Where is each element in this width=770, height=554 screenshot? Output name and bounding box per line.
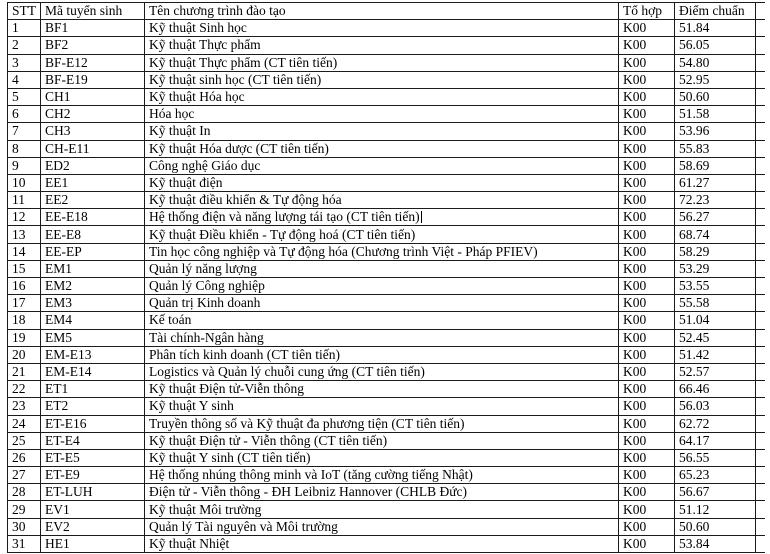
table-row [8,278,765,295]
cell-code: EM3 [41,295,145,312]
cell-group: K00 [619,363,675,380]
cell-program: Phân tích kinh doanh (CT tiên tiến) [145,346,619,363]
cell-code: ED2 [41,157,145,174]
cell-program: Quản lý năng lượng [145,260,619,277]
cell-code: CH2 [41,106,145,123]
cell-code: CH1 [41,88,145,105]
cell-score: 72.23 [675,192,756,209]
cell-program: Quản trị Kinh doanh [145,295,619,312]
cell-stt: 18 [8,312,41,329]
cell-program: Logistics và Quản lý chuỗi cung ứng (CT tiên tiến) [145,363,619,380]
cell-stt: 29 [8,501,41,518]
cell-program: Kỹ thuật In [145,123,619,140]
cell-group: K00 [619,209,675,226]
table-row [8,415,765,432]
cell-program: Công nghệ Giáo dục [145,157,619,174]
cell-code: EM1 [41,260,145,277]
table-row [8,381,765,398]
cell-sliver [756,243,765,260]
cell-sliver [756,123,765,140]
cell-code: EE-E8 [41,226,145,243]
cell-program: Truyền thông số và Kỹ thuật đa phương tiện (CT tiên tiến) [145,415,619,432]
cell-stt: 16 [8,278,41,295]
cell-program: Kỹ thuật Y sinh [145,398,619,415]
cell-score: 51.84 [675,20,756,37]
cell-score: 52.45 [675,329,756,346]
table-row [8,209,765,226]
cell-sliver [756,518,765,535]
cell-score: 58.29 [675,243,756,260]
cell-code: EM4 [41,312,145,329]
cell-group: K00 [619,54,675,71]
cell-group: K00 [619,398,675,415]
cell-group: K00 [619,329,675,346]
cell-score: 51.42 [675,346,756,363]
cell-stt: 9 [8,157,41,174]
cell-code: EV2 [41,518,145,535]
cell-sliver [756,312,765,329]
cell-score: 54.80 [675,54,756,71]
cell-score: 53.55 [675,278,756,295]
cell-code: ET-E4 [41,432,145,449]
cell-group: K00 [619,174,675,191]
cell-sliver [756,157,765,174]
cell-score: 56.05 [675,37,756,54]
header-sliver [756,3,765,20]
cell-group: K00 [619,467,675,484]
table-row [8,363,765,380]
cell-sliver [756,467,765,484]
cell-program: Tin học công nghiệp và Tự động hóa (Chương trình Việt - Pháp PFIEV) [145,243,619,260]
header-score: Điểm chuẩn [675,3,756,20]
cell-code: BF1 [41,20,145,37]
cell-program: Kỹ thuật Thực phẩm [145,37,619,54]
cell-group: K00 [619,243,675,260]
table-row [8,71,765,88]
cell-group: K00 [619,381,675,398]
cell-group: K00 [619,415,675,432]
cell-program: Kỹ thuật điện [145,174,619,191]
table-row [8,432,765,449]
cell-stt: 7 [8,123,41,140]
cell-code: EM-E13 [41,346,145,363]
cell-stt: 3 [8,54,41,71]
cell-sliver [756,37,765,54]
cell-code: ET1 [41,381,145,398]
cell-code: EM-E14 [41,363,145,380]
table-row [8,174,765,191]
cell-sliver [756,209,765,226]
table-row [8,20,765,37]
cell-stt: 8 [8,140,41,157]
cell-stt: 10 [8,174,41,191]
cell-score: 52.57 [675,363,756,380]
cell-score: 68.74 [675,226,756,243]
cell-stt: 31 [8,535,41,552]
cell-stt: 21 [8,363,41,380]
table-row [8,501,765,518]
cell-score: 50.60 [675,88,756,105]
table-row [8,484,765,501]
cell-code: BF-E19 [41,71,145,88]
cell-score: 51.04 [675,312,756,329]
cell-program: Kế toán [145,312,619,329]
table-row [8,123,765,140]
cell-sliver [756,363,765,380]
cell-code: ET-E16 [41,415,145,432]
table-row [8,243,765,260]
cell-sliver [756,260,765,277]
header-row [8,3,765,20]
cell-program: Tài chính-Ngân hàng [145,329,619,346]
cell-stt: 26 [8,449,41,466]
table-row [8,329,765,346]
cell-code: CH3 [41,123,145,140]
table-row [8,449,765,466]
cell-group: K00 [619,106,675,123]
table-row [8,535,765,552]
cell-program: Kỹ thuật Sinh học [145,20,619,37]
cell-group: K00 [619,157,675,174]
cell-score: 64.17 [675,432,756,449]
cell-sliver [756,346,765,363]
cell-code: BF2 [41,37,145,54]
cell-score: 58.69 [675,157,756,174]
cell-group: K00 [619,88,675,105]
cell-sliver [756,398,765,415]
text-cursor [421,211,422,223]
cell-stt: 25 [8,432,41,449]
cell-program: Hệ thống điện và năng lượng tái tạo (CT tiên tiến) [145,209,619,226]
cell-sliver [756,192,765,209]
cell-group: K00 [619,226,675,243]
table-header [8,3,765,20]
cell-score: 56.67 [675,484,756,501]
header-code: Mã tuyển sinh [41,3,145,20]
cell-group: K00 [619,37,675,54]
cell-sliver [756,484,765,501]
cell-sliver [756,381,765,398]
table-row [8,226,765,243]
cell-sliver [756,174,765,191]
cell-stt: 1 [8,20,41,37]
table-row [8,37,765,54]
cell-stt: 15 [8,260,41,277]
cell-sliver [756,535,765,552]
cell-score: 56.03 [675,398,756,415]
cell-score: 55.58 [675,295,756,312]
cell-group: K00 [619,278,675,295]
cell-program: Kỹ thuật Điện tử-Viễn thông [145,381,619,398]
cell-code: ET2 [41,398,145,415]
header-stt: STT [8,3,41,20]
table-row [8,312,765,329]
header-program: Tên chương trình đào tạo [145,3,619,20]
table-row [8,346,765,363]
cell-stt: 14 [8,243,41,260]
header-group: Tổ hợp [619,3,675,20]
table-body [8,20,765,553]
cell-stt: 30 [8,518,41,535]
cell-program: Kỹ thuật Điện tử - Viễn thông (CT tiên tiến) [145,432,619,449]
cell-group: K00 [619,140,675,157]
table-row [8,54,765,71]
cell-program: Kỹ thuật sinh học (CT tiên tiến) [145,71,619,88]
cell-score: 62.72 [675,415,756,432]
cell-sliver [756,501,765,518]
cell-program: Kỹ thuật Nhiệt [145,535,619,552]
cell-score: 61.27 [675,174,756,191]
cell-sliver [756,226,765,243]
cell-stt: 24 [8,415,41,432]
cell-stt: 22 [8,381,41,398]
cell-score: 66.46 [675,381,756,398]
cell-code: EE-E18 [41,209,145,226]
cell-program: Kỹ thuật Môi trường [145,501,619,518]
table-row [8,157,765,174]
cell-sliver [756,449,765,466]
cell-stt: 4 [8,71,41,88]
cell-group: K00 [619,192,675,209]
cell-program: Kỹ thuật điều khiển & Tự động hóa [145,192,619,209]
cell-code: EE1 [41,174,145,191]
cell-score: 52.95 [675,71,756,88]
cell-program: Kỹ thuật Điều khiển - Tự động hoá (CT tiên tiến) [145,226,619,243]
cell-score: 65.23 [675,467,756,484]
cell-program: Kỹ thuật Y sinh (CT tiên tiến) [145,449,619,466]
cell-program: Kỹ thuật Thực phẩm (CT tiên tiến) [145,54,619,71]
cell-sliver [756,278,765,295]
cell-stt: 6 [8,106,41,123]
cell-sliver [756,415,765,432]
cell-program: Hóa học [145,106,619,123]
cell-score: 55.83 [675,140,756,157]
cell-stt: 20 [8,346,41,363]
cell-program: Quản lý Công nghiệp [145,278,619,295]
cell-sliver [756,54,765,71]
cell-program: Kỹ thuật Hóa học [145,88,619,105]
cell-sliver [756,432,765,449]
cell-group: K00 [619,484,675,501]
cell-sliver [756,88,765,105]
cell-stt: 19 [8,329,41,346]
cell-group: K00 [619,260,675,277]
cell-group: K00 [619,312,675,329]
cell-program: Kỹ thuật Hóa dược (CT tiên tiến) [145,140,619,157]
cell-code: EE-EP [41,243,145,260]
cell-stt: 28 [8,484,41,501]
cell-code: CH-E11 [41,140,145,157]
cell-program: Quản lý Tài nguyên và Môi trường [145,518,619,535]
cell-stt: 13 [8,226,41,243]
table-row [8,295,765,312]
cell-code: ET-E9 [41,467,145,484]
cell-group: K00 [619,432,675,449]
cell-group: K00 [619,20,675,37]
cell-program: Hệ thống nhúng thông minh và IoT (tăng cường tiếng Nhật) [145,467,619,484]
table-row [8,192,765,209]
table-row [8,88,765,105]
cell-group: K00 [619,535,675,552]
cell-sliver [756,71,765,88]
cell-group: K00 [619,123,675,140]
cell-stt: 11 [8,192,41,209]
cell-code: EV1 [41,501,145,518]
cell-sliver [756,20,765,37]
cell-code: EE2 [41,192,145,209]
cell-group: K00 [619,71,675,88]
cell-code: BF-E12 [41,54,145,71]
cell-score: 51.58 [675,106,756,123]
cell-group: K00 [619,346,675,363]
table-row [8,467,765,484]
cell-code: EM5 [41,329,145,346]
cell-group: K00 [619,295,675,312]
cell-code: HE1 [41,535,145,552]
cell-code: EM2 [41,278,145,295]
cell-sliver [756,329,765,346]
cell-group: K00 [619,518,675,535]
cell-group: K00 [619,501,675,518]
cell-sliver [756,106,765,123]
table-row [8,260,765,277]
cell-stt: 5 [8,88,41,105]
cell-stt: 27 [8,467,41,484]
table-row [8,106,765,123]
cell-stt: 12 [8,209,41,226]
cell-score: 56.55 [675,449,756,466]
cell-stt: 23 [8,398,41,415]
cell-code: ET-LUH [41,484,145,501]
cell-score: 53.84 [675,535,756,552]
cell-score: 56.27 [675,209,756,226]
table-row [8,140,765,157]
cell-group: K00 [619,449,675,466]
cell-score: 50.60 [675,518,756,535]
admission-scores-table [7,2,765,553]
cell-sliver [756,140,765,157]
cell-score: 53.96 [675,123,756,140]
cell-stt: 2 [8,37,41,54]
cell-sliver [756,295,765,312]
table-row [8,398,765,415]
cell-code: ET-E5 [41,449,145,466]
cell-score: 53.29 [675,260,756,277]
cell-stt: 17 [8,295,41,312]
table-row [8,518,765,535]
cell-program: Điện tử - Viễn thông - ĐH Leibniz Hannover (CHLB Đức) [145,484,619,501]
cell-score: 51.12 [675,501,756,518]
